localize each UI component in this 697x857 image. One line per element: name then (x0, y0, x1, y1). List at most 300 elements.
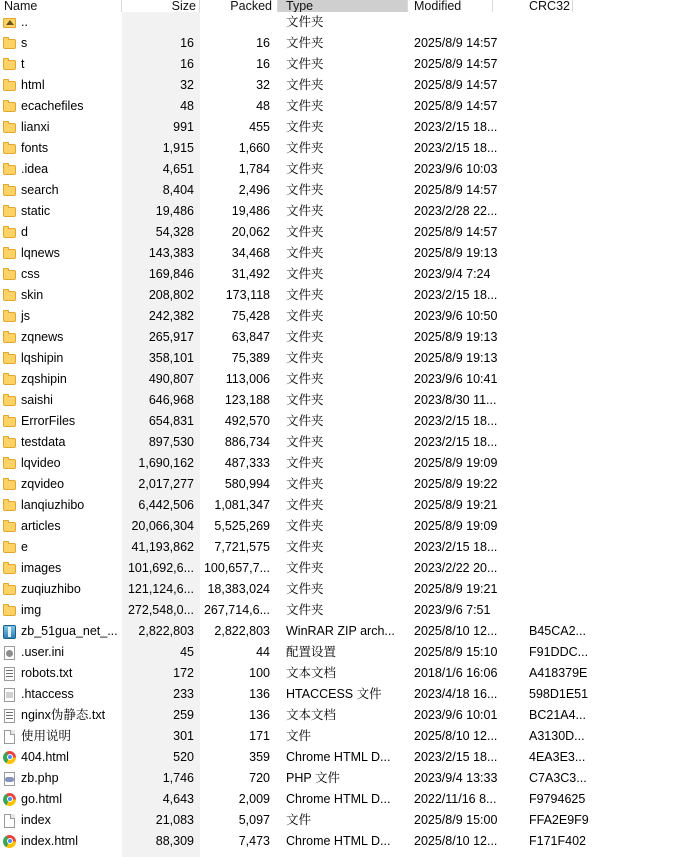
file-size-cell: 88,309 (155, 834, 194, 848)
file-name-cell[interactable] (0, 453, 122, 474)
file-packed-cell: 7,473 (238, 834, 270, 848)
file-name-label: images (21, 561, 62, 575)
file-type-cell: 文件夹 (286, 582, 324, 596)
file-name-cell[interactable] (0, 516, 122, 537)
file-name-label: go.html (21, 792, 62, 806)
table-row[interactable] (0, 831, 697, 852)
file-packed-cell: 16 (256, 36, 270, 50)
file-name-cell[interactable] (0, 180, 122, 201)
file-modified-cell: 2023/2/15 18... (414, 414, 498, 428)
file-size-cell: 897,530 (148, 435, 194, 449)
file-size-cell: 1,690,162 (138, 456, 194, 470)
file-name-cell[interactable] (0, 117, 122, 138)
file-size-cell: 646,968 (148, 393, 194, 407)
file-packed-cell: 487,333 (224, 456, 270, 470)
file-size-cell: 169,846 (148, 267, 194, 281)
file-packed-cell: 20,062 (231, 225, 270, 239)
file-name-label: index.html (21, 834, 78, 848)
file-name-cell[interactable] (0, 768, 122, 789)
file-packed-cell: 18,383,024 (207, 582, 270, 596)
file-packed-cell: 492,570 (224, 414, 270, 428)
file-type-cell: 文本文档 (286, 666, 337, 680)
file-name-cell[interactable] (0, 600, 122, 621)
file-crc-cell: A3130D... (529, 729, 585, 743)
table-row[interactable] (0, 96, 697, 117)
file-name-cell[interactable] (0, 411, 122, 432)
file-modified-cell: 2023/2/28 22... (414, 204, 498, 218)
file-type-cell: 文件夹 (286, 57, 324, 71)
file-size-cell: 20,066,304 (131, 519, 194, 533)
file-packed-cell: 75,428 (231, 309, 270, 323)
file-icon (2, 730, 17, 744)
file-size-cell: 520 (173, 750, 194, 764)
file-type-cell: 文本文档 (286, 708, 337, 722)
file-crc-cell: FFA2E9F9 (529, 813, 589, 827)
table-row[interactable] (0, 390, 697, 411)
file-name-cell[interactable] (0, 243, 122, 264)
file-packed-cell: 720 (249, 771, 270, 785)
file-type-cell: 文件夹 (286, 330, 324, 344)
file-name-cell[interactable] (0, 432, 122, 453)
file-name-label: ErrorFiles (21, 414, 76, 428)
file-packed-cell: 123,188 (224, 393, 270, 407)
file-name-label: zqnews (21, 330, 64, 344)
file-type-cell: 文件夹 (286, 15, 324, 29)
file-name-cell[interactable] (0, 663, 122, 684)
file-name-label: img (21, 603, 42, 617)
file-name-label: zb.php (21, 771, 59, 785)
file-packed-cell: 44 (256, 645, 270, 659)
file-modified-cell: 2023/4/18 16... (414, 687, 498, 701)
file-modified-cell: 2025/8/9 15:00 (414, 813, 498, 827)
folder-icon (2, 268, 17, 282)
folder-icon (2, 520, 17, 534)
file-crc-cell: A418379E (529, 666, 588, 680)
file-size-cell: 1,746 (162, 771, 194, 785)
table-row[interactable] (0, 159, 697, 180)
table-row[interactable] (0, 558, 697, 579)
file-name-cell[interactable] (0, 642, 122, 663)
file-size-cell: 172 (173, 666, 194, 680)
table-row[interactable] (0, 642, 697, 663)
table-row[interactable] (0, 684, 697, 705)
file-modified-cell: 2023/2/15 18... (414, 288, 498, 302)
file-size-cell: 4,643 (162, 792, 194, 806)
file-name-label: lanqiuzhibo (21, 498, 85, 512)
file-name-cell[interactable] (0, 159, 122, 180)
file-modified-cell: 2025/8/10 12... (414, 624, 498, 638)
file-name-label: zqshipin (21, 372, 67, 386)
table-row[interactable] (0, 621, 697, 642)
file-name-cell[interactable] (0, 264, 122, 285)
file-name-cell[interactable] (0, 390, 122, 411)
file-packed-cell: 359 (249, 750, 270, 764)
file-packed-cell: 63,847 (231, 330, 270, 344)
file-packed-cell: 1,784 (238, 162, 270, 176)
file-type-cell: HTACCESS 文件 (286, 687, 382, 701)
file-packed-cell: 136 (249, 687, 270, 701)
table-row[interactable] (0, 537, 697, 558)
file-type-cell: PHP 文件 (286, 771, 340, 785)
file-modified-cell: 2025/8/9 14:57 (414, 183, 498, 197)
file-crc-cell: 4EA3E3... (529, 750, 586, 764)
zip-icon (2, 625, 17, 639)
file-name-cell[interactable] (0, 537, 122, 558)
file-type-cell: 文件夹 (286, 414, 324, 428)
file-name-cell[interactable] (0, 726, 122, 747)
file-name-label: .. (21, 15, 28, 29)
table-row[interactable] (0, 663, 697, 684)
file-name-cell[interactable] (0, 831, 122, 852)
file-name-cell[interactable] (0, 75, 122, 96)
folder-icon (2, 331, 17, 345)
folder-icon (2, 100, 17, 114)
file-packed-cell: 267,714,6... (203, 603, 270, 617)
file-name-label: zb_51gua_net_... (21, 624, 118, 638)
txt-icon (2, 667, 17, 681)
table-row[interactable] (0, 54, 697, 75)
file-type-cell: 文件夹 (286, 267, 324, 281)
table-row[interactable] (0, 348, 697, 369)
file-packed-cell: 1,081,347 (214, 498, 270, 512)
file-name-label: lqshipin (21, 351, 64, 365)
file-type-cell: WinRAR ZIP arch... (286, 624, 395, 638)
file-size-cell: 143,383 (148, 246, 194, 260)
file-name-cell[interactable] (0, 222, 122, 243)
htaccess-icon (2, 688, 17, 702)
folder-icon (2, 604, 17, 618)
file-type-cell: 文件夹 (286, 183, 324, 197)
php-icon (2, 772, 17, 786)
file-modified-cell: 2025/8/9 19:13 (414, 246, 498, 260)
table-row[interactable] (0, 222, 697, 243)
file-size-cell: 208,802 (148, 288, 194, 302)
up-folder-icon (2, 16, 17, 30)
file-size-cell: 45 (180, 645, 194, 659)
file-type-cell: 文件夹 (286, 540, 324, 554)
file-modified-cell: 2023/9/6 10:41 (414, 372, 498, 386)
file-name-label: nginx伪静态.txt (21, 708, 106, 722)
table-row[interactable] (0, 474, 697, 495)
folder-icon (2, 394, 17, 408)
file-modified-cell: 2025/8/9 19:22 (414, 477, 498, 491)
table-row[interactable] (0, 726, 697, 747)
file-icon (2, 814, 17, 828)
file-name-label: css (21, 267, 40, 281)
file-size-cell: 1,915 (162, 141, 194, 155)
file-packed-cell: 32 (256, 78, 270, 92)
file-name-label: html (21, 78, 45, 92)
folder-icon (2, 247, 17, 261)
file-size-cell: 2,822,803 (138, 624, 194, 638)
file-modified-cell: 2023/9/6 7:51 (414, 603, 491, 617)
file-packed-cell: 5,525,269 (214, 519, 270, 533)
folder-icon (2, 436, 17, 450)
folder-icon (2, 478, 17, 492)
folder-icon (2, 58, 17, 72)
file-packed-cell: 34,468 (231, 246, 270, 260)
file-size-cell: 6,442,506 (138, 498, 194, 512)
table-row[interactable] (0, 264, 697, 285)
file-modified-cell: 2023/9/6 10:03 (414, 162, 498, 176)
column-header-name[interactable]: Name (4, 0, 38, 12)
file-modified-cell: 2025/8/9 19:13 (414, 330, 498, 344)
table-row[interactable] (0, 495, 697, 516)
file-packed-cell: 136 (249, 708, 270, 722)
file-type-cell: Chrome HTML D... (286, 750, 391, 764)
file-crc-cell: B45CA2... (529, 624, 586, 638)
file-modified-cell: 2025/8/10 12... (414, 834, 498, 848)
table-row[interactable] (0, 600, 697, 621)
file-name-cell[interactable] (0, 558, 122, 579)
file-packed-cell: 75,389 (231, 351, 270, 365)
file-name-cell[interactable] (0, 789, 122, 810)
table-row[interactable] (0, 75, 697, 96)
txt-icon (2, 709, 17, 723)
file-name-cell[interactable] (0, 138, 122, 159)
file-name-label: .idea (21, 162, 49, 176)
folder-icon (2, 79, 17, 93)
file-name-cell[interactable] (0, 810, 122, 831)
file-name-label: lqvideo (21, 456, 61, 470)
file-size-cell: 490,807 (148, 372, 194, 386)
file-type-cell: Chrome HTML D... (286, 834, 391, 848)
file-name-cell[interactable] (0, 285, 122, 306)
file-name-label: zqvideo (21, 477, 65, 491)
file-packed-cell: 171 (249, 729, 270, 743)
file-type-cell: 文件夹 (286, 393, 324, 407)
folder-icon (2, 310, 17, 324)
file-name-cell[interactable] (0, 684, 122, 705)
file-name-cell[interactable] (0, 369, 122, 390)
file-size-cell: 16 (180, 36, 194, 50)
file-name-label: 使用说明 (21, 729, 72, 743)
file-name-label: .user.ini (21, 645, 65, 659)
file-name-cell[interactable] (0, 33, 122, 54)
file-size-cell: 48 (180, 99, 194, 113)
table-row[interactable] (0, 327, 697, 348)
column-header-crc[interactable]: CRC32 (529, 0, 570, 12)
column-header-size[interactable]: Size (171, 0, 196, 12)
table-row[interactable] (0, 138, 697, 159)
table-row[interactable] (0, 243, 697, 264)
file-modified-cell: 2025/8/9 19:21 (414, 498, 498, 512)
file-packed-cell: 5,097 (238, 813, 270, 827)
file-type-cell: 文件夹 (286, 519, 324, 533)
file-name-cell[interactable] (0, 747, 122, 768)
file-type-cell: 文件夹 (286, 204, 324, 218)
file-name-cell[interactable] (0, 201, 122, 222)
file-size-cell: 121,124,6... (127, 582, 194, 596)
file-name-label: lianxi (21, 120, 50, 134)
file-size-cell: 4,651 (162, 162, 194, 176)
file-modified-cell: 2025/8/9 15:10 (414, 645, 498, 659)
table-row[interactable] (0, 180, 697, 201)
file-type-cell: 文件夹 (286, 498, 324, 512)
file-size-cell: 301 (173, 729, 194, 743)
file-rows[interactable] (0, 12, 697, 852)
file-name-label: fonts (21, 141, 49, 155)
file-modified-cell: 2023/2/15 18... (414, 540, 498, 554)
table-row[interactable] (0, 810, 697, 831)
file-type-cell: 文件夹 (286, 99, 324, 113)
table-row[interactable] (0, 369, 697, 390)
file-modified-cell: 2023/9/6 10:01 (414, 708, 498, 722)
file-crc-cell: C7A3C3... (529, 771, 587, 785)
file-type-cell: 文件夹 (286, 309, 324, 323)
file-packed-cell: 580,994 (224, 477, 270, 491)
table-row[interactable] (0, 12, 697, 33)
file-packed-cell: 1,660 (238, 141, 270, 155)
file-name-label: ecachefiles (21, 99, 84, 113)
file-packed-cell: 7,721,575 (214, 540, 270, 554)
file-name-cell[interactable] (0, 495, 122, 516)
file-name-label: skin (21, 288, 44, 302)
file-modified-cell: 2022/11/16 8... (414, 792, 497, 806)
file-modified-cell: 2023/2/15 18... (414, 141, 498, 155)
file-name-cell[interactable] (0, 348, 122, 369)
file-modified-cell: 2023/2/22 20... (414, 561, 498, 575)
table-row[interactable] (0, 579, 697, 600)
file-type-cell: 文件夹 (286, 288, 324, 302)
file-size-cell: 21,083 (155, 813, 194, 827)
file-type-cell: 文件 (286, 813, 312, 827)
file-modified-cell: 2023/9/6 10:50 (414, 309, 498, 323)
file-size-cell: 991 (173, 120, 194, 134)
file-packed-cell: 48 (256, 99, 270, 113)
file-modified-cell: 2025/8/9 19:13 (414, 351, 498, 365)
file-size-cell: 16 (180, 57, 194, 71)
file-modified-cell: 2025/8/9 19:21 (414, 582, 498, 596)
file-modified-cell: 2025/8/9 14:57 (414, 36, 498, 50)
file-size-cell: 233 (173, 687, 194, 701)
file-type-cell: 文件夹 (286, 477, 324, 491)
file-name-label: d (21, 225, 28, 239)
column-header-modified[interactable]: Modified (414, 0, 462, 12)
table-row[interactable] (0, 705, 697, 726)
file-name-label: testdata (21, 435, 66, 449)
file-modified-cell: 2018/1/6 16:06 (414, 666, 498, 680)
file-modified-cell: 2025/8/9 14:57 (414, 78, 498, 92)
file-modified-cell: 2025/8/9 14:57 (414, 99, 498, 113)
folder-icon (2, 142, 17, 156)
file-type-cell: 文件夹 (286, 246, 324, 260)
file-name-cell[interactable] (0, 96, 122, 117)
file-packed-cell: 173,118 (225, 288, 270, 302)
file-type-cell: 文件夹 (286, 78, 324, 92)
file-crc-cell: F91DDC... (529, 645, 589, 659)
file-crc-cell: BC21A4... (529, 708, 586, 722)
file-type-cell: 文件夹 (286, 351, 324, 365)
file-name-label: saishi (21, 393, 53, 407)
file-name-cell[interactable] (0, 327, 122, 348)
file-name-label: articles (21, 519, 61, 533)
folder-icon (2, 184, 17, 198)
file-packed-cell: 455 (249, 120, 270, 134)
file-name-cell[interactable] (0, 306, 122, 327)
file-name-label: 404.html (21, 750, 69, 764)
ini-icon (2, 646, 17, 660)
table-row[interactable] (0, 747, 697, 768)
file-type-cell: 文件夹 (286, 36, 324, 50)
table-row[interactable] (0, 453, 697, 474)
folder-icon (2, 163, 17, 177)
file-size-cell: 8,404 (162, 183, 194, 197)
file-modified-cell: 2025/8/9 14:57 (414, 225, 498, 239)
table-row[interactable] (0, 33, 697, 54)
column-header-packed[interactable]: Packed (230, 0, 272, 12)
table-row[interactable] (0, 285, 697, 306)
folder-icon (2, 583, 17, 597)
file-type-cell: 文件夹 (286, 225, 324, 239)
file-modified-cell: 2023/2/15 18... (414, 750, 498, 764)
table-row[interactable] (0, 768, 697, 789)
file-name-label: e (21, 540, 28, 554)
file-name-cell[interactable] (0, 579, 122, 600)
file-size-cell: 2,017,277 (138, 477, 194, 491)
file-size-cell: 41,193,862 (131, 540, 194, 554)
file-type-cell: 文件夹 (286, 141, 324, 155)
file-size-cell: 259 (173, 708, 194, 722)
file-modified-cell: 2023/8/30 11... (414, 393, 497, 407)
chrome-icon (2, 751, 17, 765)
file-packed-cell: 2,009 (238, 792, 270, 806)
folder-icon (2, 205, 17, 219)
file-type-cell: 文件 (286, 729, 312, 743)
table-row[interactable] (0, 432, 697, 453)
file-name-cell[interactable] (0, 12, 122, 33)
file-crc-cell: F171F402 (529, 834, 586, 848)
table-row[interactable] (0, 411, 697, 432)
file-name-cell[interactable] (0, 474, 122, 495)
folder-icon (2, 352, 17, 366)
file-type-cell: 文件夹 (286, 561, 324, 575)
file-type-cell: Chrome HTML D... (286, 792, 391, 806)
column-header-row[interactable] (0, 0, 697, 12)
file-packed-cell: 100,657,7... (203, 561, 270, 575)
file-type-cell: 文件夹 (286, 603, 324, 617)
table-row[interactable] (0, 789, 697, 810)
file-name-cell[interactable] (0, 54, 122, 75)
file-type-cell: 文件夹 (286, 372, 324, 386)
file-packed-cell: 886,734 (224, 435, 270, 449)
table-row[interactable] (0, 201, 697, 222)
file-name-cell[interactable] (0, 705, 122, 726)
file-modified-cell: 2025/8/10 12... (414, 729, 498, 743)
folder-icon (2, 457, 17, 471)
table-row[interactable] (0, 117, 697, 138)
folder-icon (2, 562, 17, 576)
folder-icon (2, 121, 17, 135)
folder-icon (2, 37, 17, 51)
file-name-label: search (21, 183, 59, 197)
file-name-label: .htaccess (21, 687, 74, 701)
file-packed-cell: 113,006 (225, 372, 270, 386)
file-name-label: index (21, 813, 51, 827)
file-name-cell[interactable] (0, 621, 122, 642)
file-name-label: s (21, 36, 28, 50)
folder-icon (2, 373, 17, 387)
column-header-type[interactable]: Type (278, 0, 408, 12)
table-row[interactable] (0, 516, 697, 537)
file-type-cell: 文件夹 (286, 435, 324, 449)
file-type-cell: 配置设置 (286, 645, 337, 659)
file-modified-cell: 2023/2/15 18... (414, 435, 498, 449)
file-modified-cell: 2023/9/4 13:33 (414, 771, 498, 785)
file-size-cell: 54,328 (155, 225, 194, 239)
table-row[interactable] (0, 306, 697, 327)
file-type-cell: 文件夹 (286, 162, 324, 176)
